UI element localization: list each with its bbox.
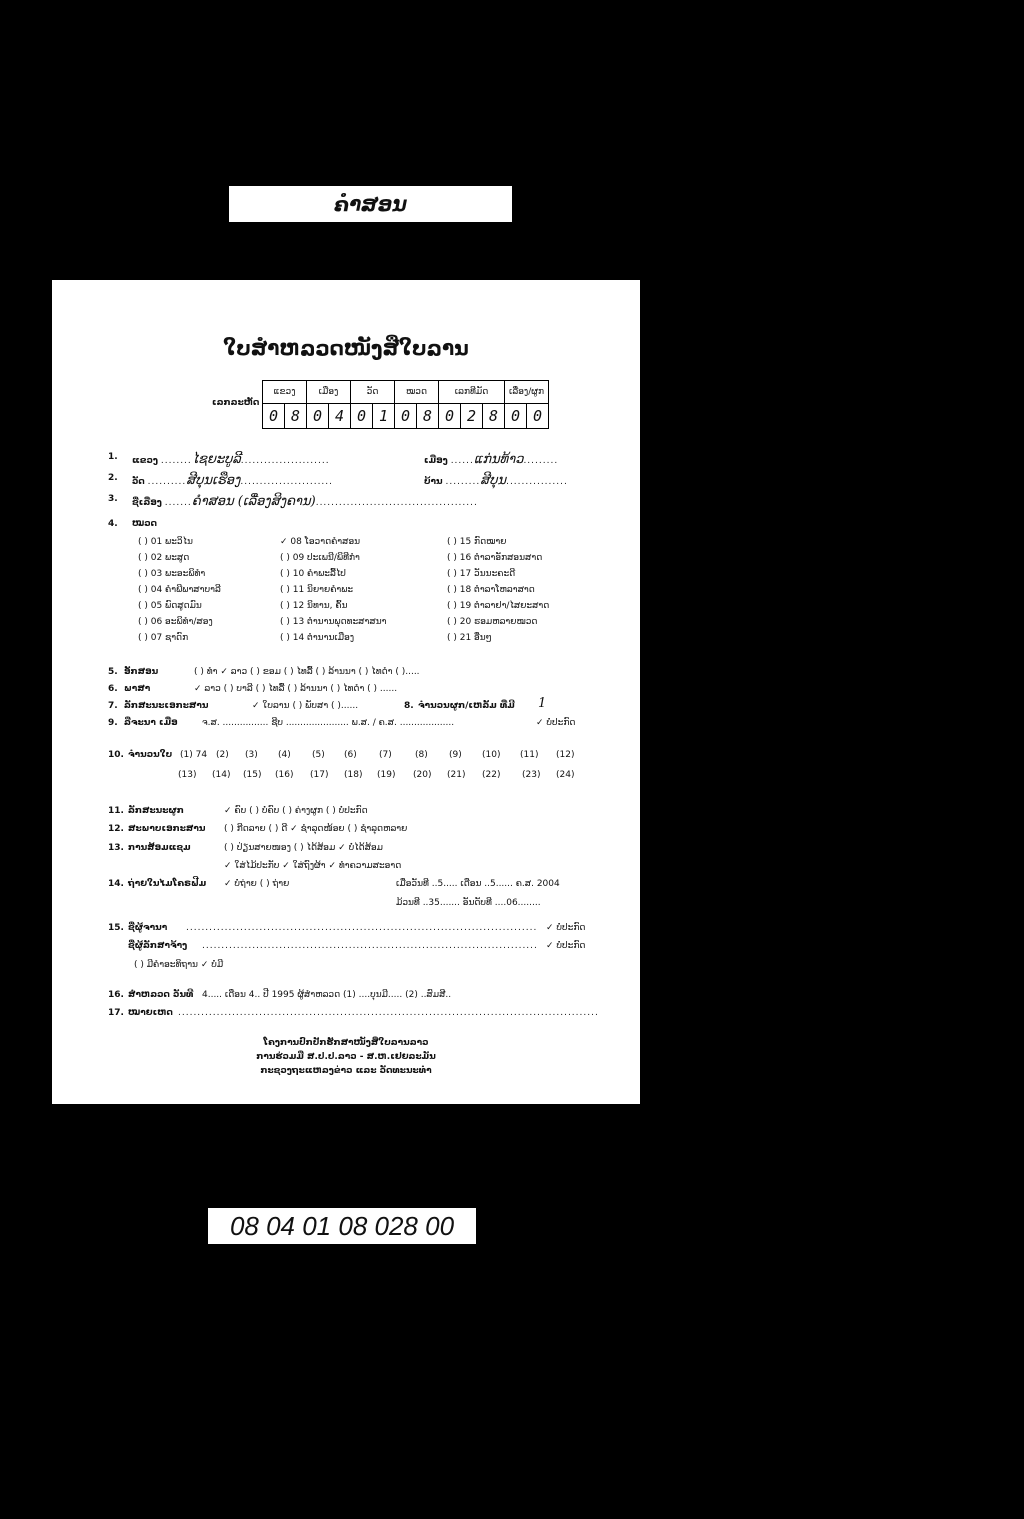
leaf-count-cell: (5)	[312, 750, 325, 760]
catalog-code-label: 08 04 01 08 028 00	[208, 1208, 476, 1244]
leaf-count-cell: (1) 74	[180, 750, 208, 760]
category-option: ( ) 13 ຕຳນານພຸດທະສາສນາ	[280, 617, 387, 627]
field-4-num: 4.	[108, 519, 118, 529]
category-option: ( ) 01 ພະວິໄນ	[138, 537, 193, 547]
code-digit: 8	[285, 404, 307, 429]
language-options: ✓ ລາວ ( ) ບາລີ ( ) ໄທລື້ ( ) ລ້ານນາ ( ) ໄທດຳ ( ) ......	[194, 684, 398, 694]
leaf-count-cell: (21)	[447, 770, 466, 780]
field-17-num: 17.	[108, 1008, 124, 1018]
district-label: ເມືອງ	[424, 456, 448, 466]
leaf-count-cell: (23)	[522, 770, 541, 780]
condition-options: ( ) ກີດລາຍ ( ) ດີ ✓ ຊຳລຸດໜ້ອຍ ( ) ຊຳລຸດຫລາຍ	[224, 824, 408, 834]
code-digit: 8	[483, 404, 505, 429]
leaf-count-label: ຈຳນວນໃບ	[128, 750, 173, 760]
code-digit: 2	[461, 404, 483, 429]
survey-date-label: ສຳຫລວດ ວັນທີ	[128, 990, 194, 1000]
sponsor-label: ຊື່ຜູ້ລັກສາຈ້າງ	[128, 941, 188, 951]
leaf-count-cell: (16)	[275, 770, 294, 780]
scribe-label: ຊື່ຜູ້ຈານາ	[128, 923, 168, 933]
field-6-num: 6.	[108, 684, 118, 694]
bundle-count-value: 1	[538, 696, 547, 711]
leaf-count-cell: (18)	[344, 770, 363, 780]
field-14-num: 14.	[108, 879, 124, 889]
leaf-count-cell: (9)	[449, 750, 462, 760]
code-digit: 4	[329, 404, 351, 429]
script-options: ( ) ທຳ ✓ ລາວ ( ) ຂອມ ( ) ໄທລື້ ( ) ລ້ານນາ ( ) ໄທດຳ ( ).....	[194, 667, 420, 677]
language-label: ພາສາ	[124, 684, 151, 694]
category-option: ( ) 14 ຕຳນານເມືອງ	[280, 633, 355, 643]
microfilm-reel: ມ້ວນທີ ..35....... ອັນດັບທີ ....06........	[396, 898, 541, 908]
code-col-header: ເມືອງ	[307, 381, 351, 404]
repair-options-2: ✓ ໃສ່ໄມ້ປະກັບ ✓ ໃສ່ຖົງຜ້າ ✓ ທຳຄວາມສະອາດ	[224, 861, 402, 871]
script-label: ອັກສອນ	[124, 667, 159, 677]
survey-form	[52, 280, 640, 1104]
scribe-dots: ...........................................................................................	[186, 923, 538, 933]
category-option: ( ) 10 ຄຳພະລື້ໄປ	[280, 569, 346, 579]
sponsor-not-shown: ✓ ບໍ່ປະກົດ	[546, 941, 586, 951]
category-option: ( ) 07 ຊາດົກ	[138, 633, 189, 643]
category-option: ( ) 02 ພະສູດ	[138, 553, 190, 563]
field-3-num: 3.	[108, 494, 118, 504]
sponsor-dots: .......................................................................................	[202, 941, 538, 951]
leaf-count-cell: (12)	[556, 750, 575, 760]
form-title: ໃບສຳຫລວດໜັງສືໃບລານ	[223, 336, 469, 360]
material-label: ລັກສະນະເອກະສານ	[124, 701, 209, 711]
code-col-header: ໝວດ	[395, 381, 439, 404]
field-11-num: 11.	[108, 806, 124, 816]
document-title-label: ຄຳສອນ	[229, 186, 512, 222]
microfilm-date: ເມື່ອວັນທີ ..5..... ເດືອນ ..5...... ຄ.ສ. 2004	[396, 879, 560, 889]
code-digit: 1	[373, 404, 395, 429]
field-8-num: 8.	[404, 701, 414, 711]
code-digit: 0	[505, 404, 527, 429]
field-9-num: 9.	[108, 718, 118, 728]
repair-label: ການສ້ອມແຊມ	[128, 843, 191, 853]
condition-label: ສະພາບເອກະສານ	[128, 824, 206, 834]
category-option: ( ) 05 ພົດສູດມົນ	[138, 601, 202, 611]
province-label: ແຂວງ	[132, 456, 159, 466]
category-option: ( ) 11 ນິຍາຍຄຳພະ	[280, 585, 354, 595]
field-village: ບ້ານ .........ສີບຸນ................	[424, 473, 568, 488]
category-option: ( ) 21 ອື່ນໆ	[447, 633, 492, 643]
footer-line: ການຮ່ວມມື ສ.ປ.ປ.ລາວ - ສ.ຫ.ເຢຍລະມັນ	[256, 1052, 436, 1062]
leaf-count-cell: (17)	[310, 770, 329, 780]
leaf-count-cell: (24)	[556, 770, 575, 780]
scribe-not-shown: ✓ ບໍ່ປະກົດ	[546, 923, 586, 933]
category-option: ( ) 06 ອະພິທຳ/ສອງ	[138, 617, 213, 627]
story-title-label: ຊື່ເລື່ອງ	[132, 498, 162, 508]
code-digit: 0	[527, 404, 549, 429]
survey-date-value: 4..... ເດືອນ 4.. ປີ 1995 ຜູ້ສຳຫລວດ (1) ....ບຸນມີ..... (2) ..ສົມສີ..	[202, 990, 452, 1000]
leaf-count-cell: (4)	[278, 750, 291, 760]
remarks-label: ໝາຍເຫດ	[128, 1008, 173, 1018]
code-digit: 0	[351, 404, 373, 429]
material-options: ✓ ໃບລານ ( ) ພັບສາ ( )......	[252, 701, 359, 711]
field-1-num: 1.	[108, 452, 118, 462]
leaf-count-cell: (13)	[178, 770, 197, 780]
category-option-selected: ✓ 08 ໂອວາດຄຳສອນ	[280, 537, 361, 547]
leaf-count-cell: (6)	[344, 750, 357, 760]
code-label: ເລກລະຫັດ	[212, 398, 260, 408]
field-5-num: 5.	[108, 667, 118, 677]
leaf-count-cell: (10)	[482, 750, 501, 760]
bundle-state-options: ✓ ຄົບ ( ) ບໍ່ຄົບ ( ) ຄ່າງຜູກ ( ) ບໍ່ປະກົດ	[224, 806, 368, 816]
category-option: ( ) 17 ວັນນະຄະດີ	[447, 569, 516, 579]
leaf-count-cell: (3)	[245, 750, 258, 760]
code-col-header: ແຂວງ	[263, 381, 307, 404]
leaf-count-cell: (14)	[212, 770, 231, 780]
code-digit: 8	[417, 404, 439, 429]
village-value: ສີບຸນ	[480, 473, 507, 488]
leaf-count-cell: (8)	[415, 750, 428, 760]
bundle-state-label: ລັກສະນະຜູກ	[128, 806, 184, 816]
field-province: ແຂວງ ........ໄຊຍະບູລີ.......................	[132, 452, 330, 467]
field-13-num: 13.	[108, 843, 124, 853]
code-digit: 0	[263, 404, 285, 429]
field-10-num: 10.	[108, 750, 124, 760]
code-col-header: ເລື່ອງ/ຜູກ	[505, 381, 549, 404]
code-digit: 0	[307, 404, 329, 429]
category-label: ໝວດ	[132, 519, 158, 529]
category-option: ( ) 12 ນິທານ, ຄົ້ນ	[280, 601, 348, 611]
microfilm-options: ✓ ບໍ່ຖ່າຍ ( ) ຖ່າຍ	[224, 879, 290, 889]
remarks-dots: .............................................................................................................	[178, 1008, 599, 1018]
leaf-count-cell: (11)	[520, 750, 539, 760]
written-date-label: ລືຈະນາ ເມື່ອ	[124, 718, 178, 728]
village-label: ບ້ານ	[424, 477, 443, 487]
district-value: ແກ່ນທ້າວ	[473, 452, 524, 467]
category-option: ( ) 09 ປະເພນີ/ພິທີກຳ	[280, 553, 360, 563]
code-digit: 0	[439, 404, 461, 429]
form-footer	[52, 1036, 640, 1078]
code-table	[262, 380, 549, 429]
leaf-count-cell: (22)	[482, 770, 501, 780]
field-15-num: 15.	[108, 923, 124, 933]
footer-line: ກະຊວງຖະແຫລງຂ່າວ ແລະ ວັດທະນະທຳ	[260, 1066, 432, 1076]
field-story-title: ຊື່ເລື່ອງ .......ຄຳສອນ (ເລື່ອງສິງຄານ)..........................................	[132, 494, 478, 509]
leaf-count-cell: (2)	[216, 750, 229, 760]
category-option: ( ) 19 ຕຳລາຢາ/ໄສຍະສາດ	[447, 601, 550, 611]
prayer-options: ( ) ມີຄຳອະທິຖານ ✓ ບໍ່ມີ	[134, 960, 224, 970]
leaf-count-cell: (15)	[243, 770, 262, 780]
category-option: ( ) 18 ຕຳລາໂຫລາສາດ	[447, 585, 535, 595]
field-2-num: 2.	[108, 473, 118, 483]
repair-options: ( ) ປ່ຽນສາຍໜອງ ( ) ໄດ້ສ້ອມ ✓ ບໍ່ໄດ້ສ້ອມ	[224, 843, 383, 853]
leaf-count-cell: (7)	[379, 750, 392, 760]
field-district: ເມືອງ ......ແກ່ນທ້າວ.........	[424, 452, 559, 467]
field-7-num: 7.	[108, 701, 118, 711]
written-date-eras: ຈ.ສ. ................ ຊີບ ...................... ພ.ສ. / ຄ.ສ. ...................	[202, 718, 455, 728]
temple-value: ສີບຸນເຮືອງ	[186, 473, 241, 488]
code-col-header: ເລກທີມັດ	[439, 381, 505, 404]
code-digit: 0	[395, 404, 417, 429]
category-option: ( ) 16 ຕຳລາອັກສອນສາດ	[447, 553, 543, 563]
temple-label: ວັດ	[132, 477, 145, 487]
category-option: ( ) 20 ຮອມຫລາຍໝວດ	[447, 617, 538, 627]
category-option: ( ) 03 ພະອະພິທຳ	[138, 569, 206, 579]
field-12-num: 12.	[108, 824, 124, 834]
leaf-count-cell: (19)	[377, 770, 396, 780]
code-col-header: ວັດ	[351, 381, 395, 404]
field-temple: ວັດ ..........ສີບຸນເຮືອງ........................	[132, 473, 334, 488]
story-title-value: ຄຳສອນ (ເລື່ອງສິງຄານ)	[191, 494, 316, 509]
province-value: ໄຊຍະບູລີ	[191, 452, 241, 467]
leaf-count-cell: (20)	[413, 770, 432, 780]
microfilm-label: ຖ່າຍໃນໄມໂຄຣຟີມ	[128, 879, 207, 889]
bundle-count-label: ຈຳນວນຜູກ/ເຫລັ້ມ ທີ່ມີ	[418, 701, 515, 711]
field-16-num: 16.	[108, 990, 124, 1000]
written-date-not-shown: ✓ ບໍ່ປະກົດ	[536, 718, 576, 728]
footer-line: ໂຄງການປົກປັກຮັກສາໜັງສືໃບລານລາວ	[263, 1038, 429, 1048]
category-option: ( ) 15 ກົດໝາຍ	[447, 537, 507, 547]
category-option: ( ) 04 ຄຳພີພາສາບາລີ	[138, 585, 221, 595]
